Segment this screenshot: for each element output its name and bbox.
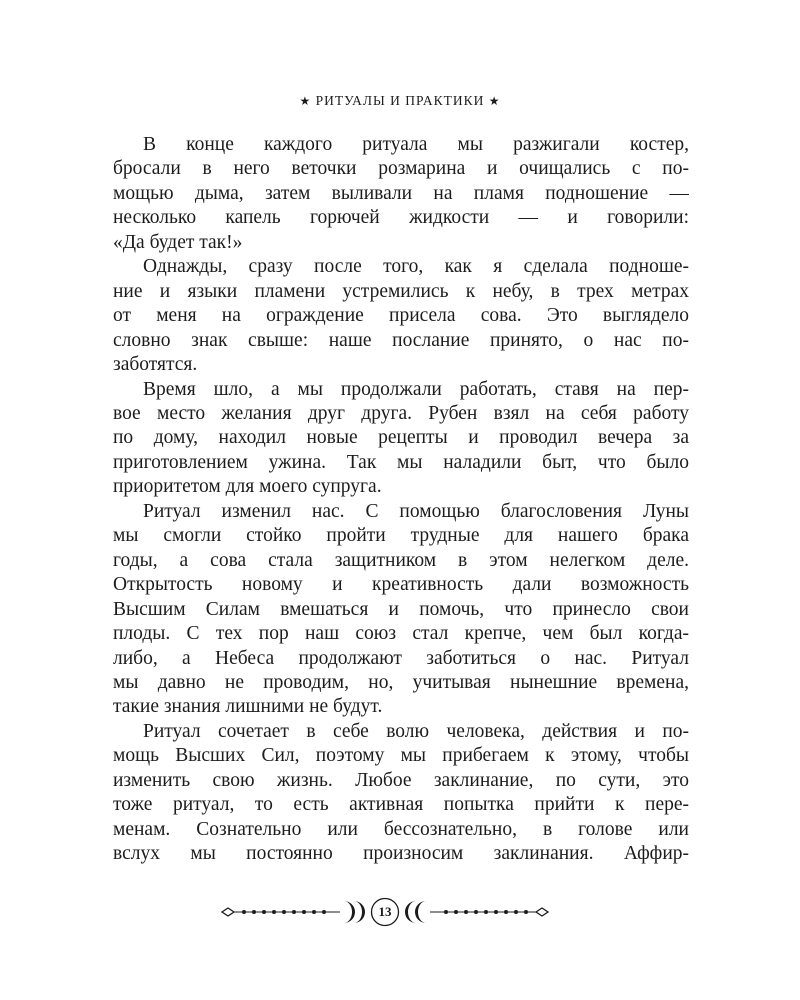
text-line: годы, а сова стала защитником в этом нелегком деле. [113,549,689,571]
text-line: Время шло, а мы продолжали работать, ставя на пер- [143,378,689,400]
text-line: Однажды, сразу после того, как я сделала подноше- [143,256,689,278]
text-line: вслух мы постоянно произносим заклинания. Аффир- [113,843,689,865]
running-head-title: РИТУАЛЫ И ПРАКТИКИ [315,93,485,108]
star-icon-left: ★ [299,94,312,108]
text-line: Открытость новому и креативность дали возможность [113,574,689,596]
text-line: либо, а Небеса продолжают заботиться о нас. Ритуал [113,647,689,669]
text-line: ние и языки пламени устремились к небу, в трех метрах [113,280,689,302]
text-line: мы давно не проводим, но, учитывая нынешние времена, [113,671,689,693]
page-number: 13 [378,904,392,919]
text-line: по дому, находил новые рецепты и проводил вечера за [113,427,689,449]
page-footer-ornament [220,895,550,929]
body-text [113,133,689,867]
text-line: Ритуал сочетает в себе волю человека, действия и по- [143,720,689,742]
text-line: от меня на ограждение присела сова. Это выглядело [113,305,689,327]
text-line: несколько капель горючей жидкости — и говорили: [113,207,689,229]
text-line: словно знак свыше: наше послание принято, о нас по- [113,329,689,351]
text-line: мощь Высших Сил, поэтому мы прибегаем к этому, чтобы [113,745,689,767]
text-line: Ритуал изменил нас. С помощью благословения Луны [143,500,689,522]
text-line: плоды. С тех пор наш союз стал крепче, чем был когда- [113,623,689,645]
text-line: приоритетом для моего супруга. [113,476,382,498]
text-line: вое место желания друг друга. Рубен взял на себя работу [113,402,689,424]
text-line: «Да будет так!» [113,231,243,253]
text-line: Высшим Силам вмешаться и помочь, что принесло свои [113,598,689,620]
text-line: изменить свою жизнь. Любое заклинание, по сути, это [113,769,689,791]
text-line: бросали в него веточки розмарина и очищались с по- [113,158,689,180]
text-line: тоже ритуал, то есть активная попытка прийти к пере- [113,794,689,816]
star-icon-right: ★ [488,94,501,108]
text-line: В конце каждого ритуала мы разжигали костер, [143,134,689,155]
text-line: приготовлением ужина. Так мы наладили быт, что было [113,451,689,473]
text-line: менам. Сознательно или бессознательно, в голове или [113,818,689,840]
text-line: заботятся. [113,354,198,376]
text-line: мы смогли стойко пройти трудные для нашего брака [113,525,689,547]
text-line: такие знания лишними не будут. [113,696,383,718]
running-head [0,93,800,109]
text-line: мощью дыма, затем выливали на пламя подношение — [113,182,689,204]
